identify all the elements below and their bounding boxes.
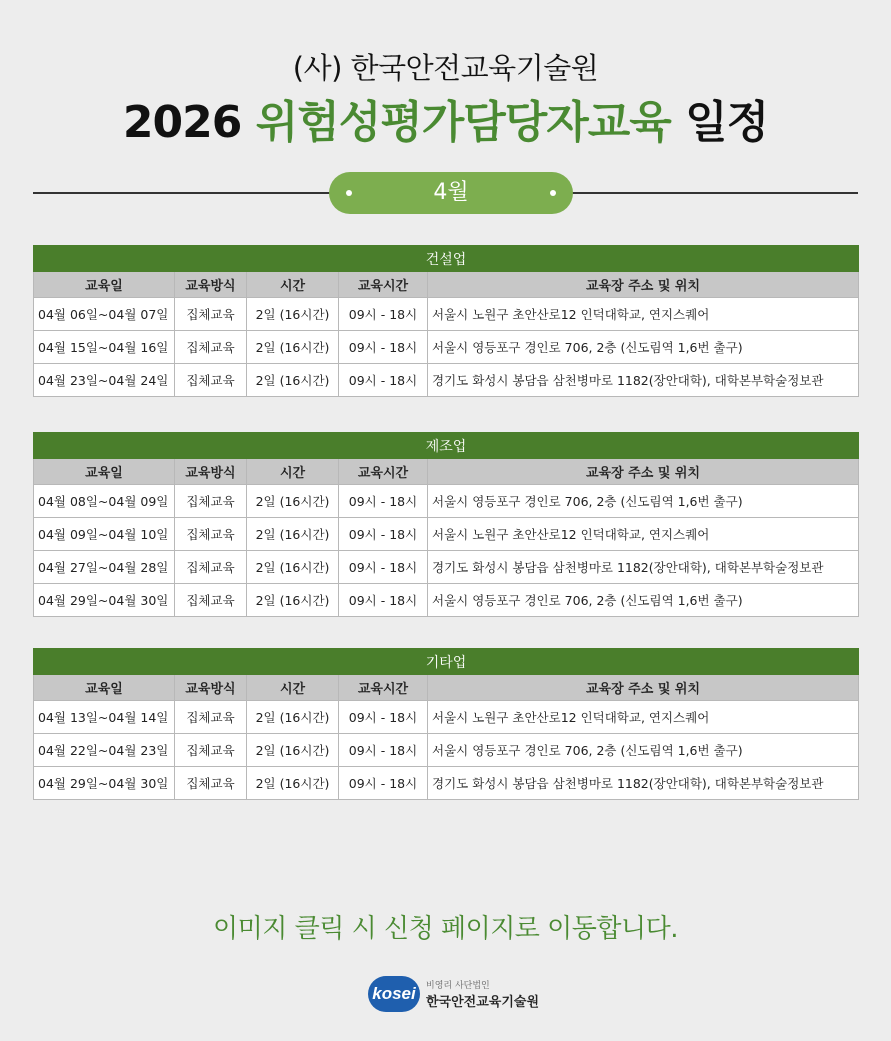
category-header: 제조업 bbox=[34, 433, 859, 459]
duration-cell: 2일 (16시간) bbox=[247, 518, 339, 551]
dot-icon bbox=[346, 190, 352, 196]
duration-cell: 2일 (16시간) bbox=[247, 364, 339, 397]
column-header: 교육방식 bbox=[175, 459, 247, 485]
duration-cell: 2일 (16시간) bbox=[247, 584, 339, 617]
method-cell: 집체교육 bbox=[175, 298, 247, 331]
column-header: 교육방식 bbox=[175, 675, 247, 701]
schedule-table bbox=[33, 245, 859, 397]
dot-icon bbox=[550, 190, 556, 196]
method-cell: 집체교육 bbox=[175, 331, 247, 364]
date-cell: 04월 23일~04월 24일 bbox=[34, 364, 175, 397]
location-cell: 서울시 노원구 초안산로12 인덕대학교, 연지스퀘어 bbox=[428, 701, 859, 734]
duration-cell: 2일 (16시간) bbox=[247, 701, 339, 734]
duration-cell: 2일 (16시간) bbox=[247, 767, 339, 800]
date-cell: 04월 13일~04월 14일 bbox=[34, 701, 175, 734]
method-cell: 집체교육 bbox=[175, 551, 247, 584]
method-cell: 집체교육 bbox=[175, 485, 247, 518]
hours-cell: 09시 - 18시 bbox=[339, 364, 428, 397]
column-header: 교육장 주소 및 위치 bbox=[428, 459, 859, 485]
month-label: 4월 bbox=[433, 180, 469, 205]
page-title bbox=[0, 86, 891, 150]
date-cell: 04월 08일~04월 09일 bbox=[34, 485, 175, 518]
column-header: 교육시간 bbox=[339, 459, 428, 485]
duration-cell: 2일 (16시간) bbox=[247, 298, 339, 331]
table-row bbox=[34, 551, 859, 584]
method-cell: 집체교육 bbox=[175, 518, 247, 551]
duration-cell: 2일 (16시간) bbox=[247, 551, 339, 584]
hours-cell: 09시 - 18시 bbox=[339, 298, 428, 331]
column-header: 교육방식 bbox=[175, 272, 247, 298]
location-cell: 서울시 영등포구 경인로 706, 2층 (신도림역 1,6번 출구) bbox=[428, 331, 859, 364]
table-row bbox=[34, 734, 859, 767]
title-suffix: 일정 bbox=[685, 97, 769, 148]
org-title: (사) 한국안전교육기술원 bbox=[292, 51, 599, 85]
date-cell: 04월 22일~04월 23일 bbox=[34, 734, 175, 767]
schedule-table bbox=[33, 648, 859, 800]
duration-cell: 2일 (16시간) bbox=[247, 331, 339, 364]
column-header: 교육일 bbox=[34, 272, 175, 298]
date-cell: 04월 27일~04월 28일 bbox=[34, 551, 175, 584]
column-header: 교육시간 bbox=[339, 272, 428, 298]
hours-cell: 09시 - 18시 bbox=[339, 584, 428, 617]
column-header: 교육일 bbox=[34, 675, 175, 701]
apply-notice[interactable]: 이미지 클릭 시 신청 페이지로 이동합니다. bbox=[212, 914, 679, 944]
column-header: 시간 bbox=[247, 675, 339, 701]
hours-cell: 09시 - 18시 bbox=[339, 485, 428, 518]
method-cell: 집체교육 bbox=[175, 701, 247, 734]
date-cell: 04월 29일~04월 30일 bbox=[34, 584, 175, 617]
table-row bbox=[34, 331, 859, 364]
column-header: 교육장 주소 및 위치 bbox=[428, 272, 859, 298]
location-cell: 서울시 영등포구 경인로 706, 2층 (신도림역 1,6번 출구) bbox=[428, 485, 859, 518]
location-cell: 경기도 화성시 봉담읍 삼천병마로 1182(장안대학), 대학본부학술정보관 bbox=[428, 364, 859, 397]
hours-cell: 09시 - 18시 bbox=[339, 701, 428, 734]
table-row bbox=[34, 485, 859, 518]
org-name: 한국안전교육기술원 bbox=[426, 995, 540, 1010]
method-cell: 집체교육 bbox=[175, 734, 247, 767]
date-cell: 04월 29일~04월 30일 bbox=[34, 767, 175, 800]
category-header: 건설업 bbox=[34, 246, 859, 272]
duration-cell: 2일 (16시간) bbox=[247, 734, 339, 767]
method-cell: 집체교육 bbox=[175, 584, 247, 617]
date-cell: 04월 15일~04월 16일 bbox=[34, 331, 175, 364]
duration-cell: 2일 (16시간) bbox=[247, 485, 339, 518]
title-course: 위험성평가담당자교육 bbox=[255, 97, 671, 148]
table-row bbox=[34, 767, 859, 800]
hours-cell: 09시 - 18시 bbox=[339, 331, 428, 364]
table-row bbox=[34, 364, 859, 397]
location-cell: 서울시 노원구 초안산로12 인덕대학교, 연지스퀘어 bbox=[428, 518, 859, 551]
table-row bbox=[34, 584, 859, 617]
month-divider bbox=[33, 172, 858, 214]
column-header: 교육일 bbox=[34, 459, 175, 485]
location-cell: 경기도 화성시 봉담읍 삼천병마로 1182(장안대학), 대학본부학술정보관 bbox=[428, 767, 859, 800]
org-type: 비영리 사단법인 bbox=[426, 981, 490, 991]
kosei-logo: kosei bbox=[368, 976, 420, 1012]
location-cell: 서울시 영등포구 경인로 706, 2층 (신도림역 1,6번 출구) bbox=[428, 584, 859, 617]
footer-logo bbox=[368, 974, 568, 1014]
table-row bbox=[34, 518, 859, 551]
hours-cell: 09시 - 18시 bbox=[339, 767, 428, 800]
method-cell: 집체교육 bbox=[175, 364, 247, 397]
location-cell: 서울시 노원구 초안산로12 인덕대학교, 연지스퀘어 bbox=[428, 298, 859, 331]
method-cell: 집체교육 bbox=[175, 767, 247, 800]
column-header: 시간 bbox=[247, 272, 339, 298]
category-header: 기타업 bbox=[34, 649, 859, 675]
month-badge bbox=[329, 172, 573, 214]
column-header: 교육장 주소 및 위치 bbox=[428, 675, 859, 701]
table-row bbox=[34, 701, 859, 734]
location-cell: 경기도 화성시 봉담읍 삼천병마로 1182(장안대학), 대학본부학술정보관 bbox=[428, 551, 859, 584]
column-header: 시간 bbox=[247, 459, 339, 485]
date-cell: 04월 09일~04월 10일 bbox=[34, 518, 175, 551]
hours-cell: 09시 - 18시 bbox=[339, 518, 428, 551]
hours-cell: 09시 - 18시 bbox=[339, 734, 428, 767]
hours-cell: 09시 - 18시 bbox=[339, 551, 428, 584]
schedule-table bbox=[33, 432, 859, 617]
title-year: 2026 bbox=[122, 97, 242, 148]
location-cell: 서울시 영등포구 경인로 706, 2층 (신도림역 1,6번 출구) bbox=[428, 734, 859, 767]
date-cell: 04월 06일~04월 07일 bbox=[34, 298, 175, 331]
column-header: 교육시간 bbox=[339, 675, 428, 701]
table-row bbox=[34, 298, 859, 331]
